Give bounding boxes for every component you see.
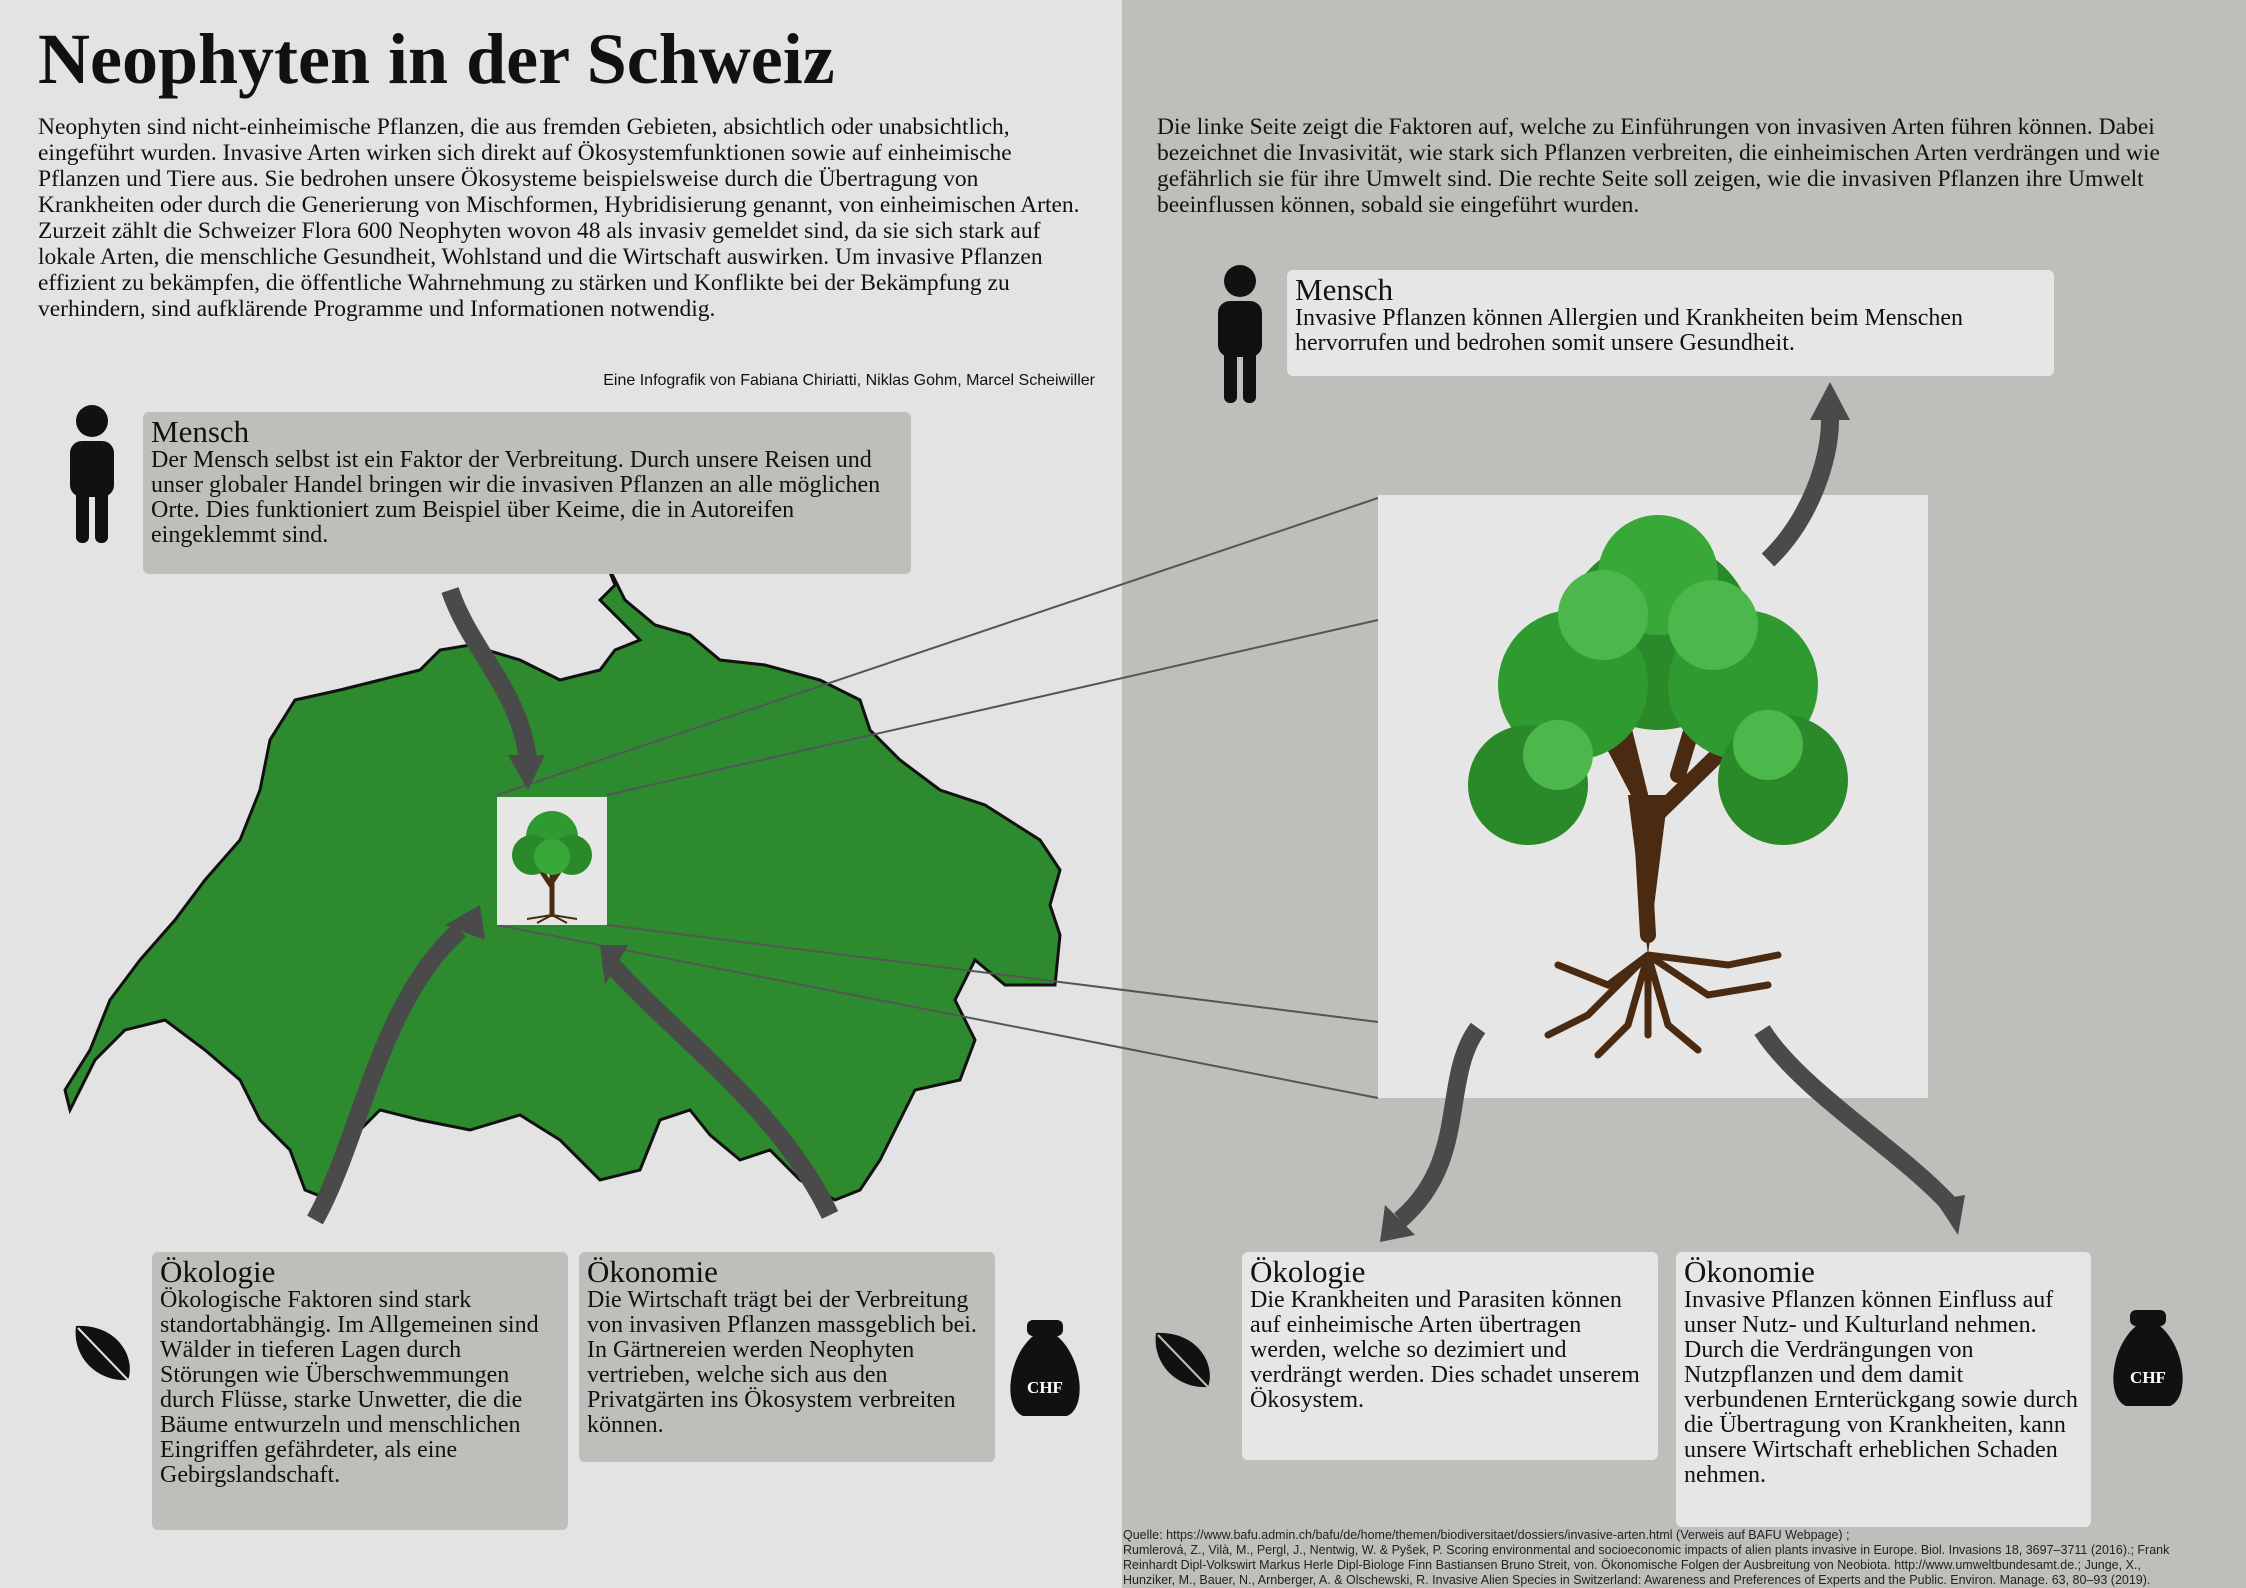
arrow-oekologie-left — [315, 930, 460, 1220]
person-icon-right — [1210, 265, 1270, 405]
source-line: Reinhardt Dipl-Volkswirt Markus Herle Dipl-Biologe Finn Bastiansen Bruno Streit, von. Ökonomische Folgen der Ausbreitung von Neobiota. http://www.umweltbundesamt.de.; Junge, X., — [1123, 1558, 2141, 1572]
left-oekologie-heading: Ökologie — [160, 1254, 276, 1289]
left-oekologie-box — [152, 1252, 568, 1530]
right-oekologie-text: Die Krankheiten und Parasiten können auf einheimische Arten übertragen werden, welche so dezimiert und verdrängt werden. Dies schadet unserem Ökosystem. — [1250, 1287, 1640, 1413]
intro-text: Neophyten sind nicht-einheimische Pflanzen, die aus fremden Gebieten, absichtlich oder unabsichtlich, eingeführt wurden. Invasive Arten wirken sich direkt auf Ökosystemfunktionen sowie auf einheimische Pflanzen und Tiere aus. Sie bedrohen unsere Ökosysteme beispielsweise durch die Übertragung von Krankheiten oder durch die Generierung von Mischformen, Hybridisierung genannt, von einheimischen Arten. Zurzeit zählt die Schweizer Flora 600 Neophyten wovon 48 als invasiv gemeldet sind, da sie sich stark auf lokale Arten, die menschliche Gesundheit, Wohlstand und die Wirtschaft auswirken. Um invasive Pflanzen effizient zu bekämpfen, die öffentliche Wahrnehmung zu stärken und Konflikte bei der Bekämpfung zu verhindern, sind aufklärende Programme und Informationen notwendig. — [38, 114, 1080, 322]
right-mensch-text: Invasive Pflanzen können Allergien und Krankheiten beim Menschen hervorrufen und bedrohen somit unsere Gesundheit. — [1295, 305, 1964, 356]
left-oekonomie-box — [579, 1252, 995, 1462]
arrow-oekonomie-right — [1762, 1030, 1950, 1205]
left-mensch-box — [143, 412, 911, 574]
arrow-oekologie-right — [1400, 1028, 1478, 1220]
arrow-oekonomie-left — [612, 965, 830, 1215]
chf-label-right: CHF — [2130, 1368, 2166, 1387]
left-oekonomie-heading: Ökonomie — [587, 1254, 718, 1289]
sources-block — [1123, 1528, 2241, 1588]
left-mensch-heading: Mensch — [151, 414, 250, 449]
left-mensch-text: Der Mensch selbst ist ein Faktor der Verbreitung. Durch unsere Reisen und unser globaler Handel bringen wir die invasiven Pflanzen an alle möglichen Orte. Dies funktioniert zum Beispiel über Keime, die in Autoreifen eingeklemmt sind. — [151, 447, 881, 548]
right-oekonomie-box — [1676, 1252, 2091, 1527]
right-intro-text: Die linke Seite zeigt die Faktoren auf, welche zu Einführungen von invasiven Arten führen können. Dabei bezeichnet die Invasivität, wie stark sich Pflanzen verbreiten, die einheimischen Arten verdrängen und wie gefährlich sie für ihre Umwelt sind. Die rechte Seite soll zeigen, wie die invasiven Pflanzen ihre Umwelt beeinflussen können, sobald sie eingeführt wurden. — [1157, 114, 2160, 218]
right-mensch-heading: Mensch — [1295, 272, 1394, 307]
arrow-mensch-right — [1768, 420, 1830, 560]
right-oekologie-box — [1242, 1252, 1658, 1460]
source-line: Quelle: https://www.bafu.admin.ch/bafu/de/home/themen/biodiversitaet/dossiers/invasive-arten.html (Verweis auf BAFU Webpage) ; — [1123, 1528, 1850, 1542]
money-bag-icon-right — [1108, 1308, 1188, 1408]
right-oekologie-heading: Ökologie — [1250, 1254, 1366, 1289]
person-icon-left — [62, 405, 122, 545]
money-bag-icon-right-shape — [2108, 1308, 2188, 1408]
left-oekonomie-text: Die Wirtschaft trägt bei der Verbreitung von invasiven Pflanzen massgeblich bei. In Gärtnereien werden Neophyten vertrieben, welche sich aus den Privatgärten ins Ökosystem verbreiten können. — [587, 1287, 977, 1438]
source-line: Hunziker, M., Bauer, N., Arnberger, A. & Olschewski, R. Invasive Alien Species in Switzerland: Awareness and Preferences of Experts and the Public. Environ. Manage. 63, 80–93 (2019). — [1123, 1573, 2151, 1587]
leaf-icon-left — [68, 1318, 138, 1388]
right-mensch-box — [1287, 270, 2054, 376]
page-title: Neophyten in der Schweiz — [38, 19, 835, 99]
left-oekologie-text: Ökologische Faktoren sind stark standortabhängig. Im Allgemeinen sind Wälder in tieferen Lagen durch Störungen wie Überschwemmungen durch Flüsse, starke Unwetter, die die Bäume entwurzeln und menschlichen Eingriffen gefährdeter, als eine Gebirgslandschaft. — [160, 1287, 539, 1488]
right-oekonomie-heading: Ökonomie — [1684, 1254, 1815, 1289]
chf-label-left: CHF — [1027, 1378, 1063, 1397]
right-oekonomie-text: Invasive Pflanzen können Einfluss auf unser Nutz- und Kulturland nehmen. Durch die Verdrängungen von Nutzpflanzen und dem damit verbundenen Ernterückgang sowie durch die Übertragung von Krankheiten, kann unsere Wirtschaft erheblichen Schaden nehmen. — [1684, 1287, 2078, 1488]
money-bag-icon-left — [1005, 1318, 1085, 1418]
credit-text: Eine Infografik von Fabiana Chiriatti, Niklas Gohm, Marcel Scheiwiller — [603, 372, 1095, 389]
source-line: Rumlerová, Z., Vilà, M., Pergl, J., Nentwig, W. & Pyšek, P. Scoring environmental and socioeconomic impacts of alien plants invasive in Europe. Biol. Invasions 18, 3697–3711 (2016).; Frank — [1123, 1543, 2170, 1557]
arrow-mensch-left — [450, 590, 528, 760]
